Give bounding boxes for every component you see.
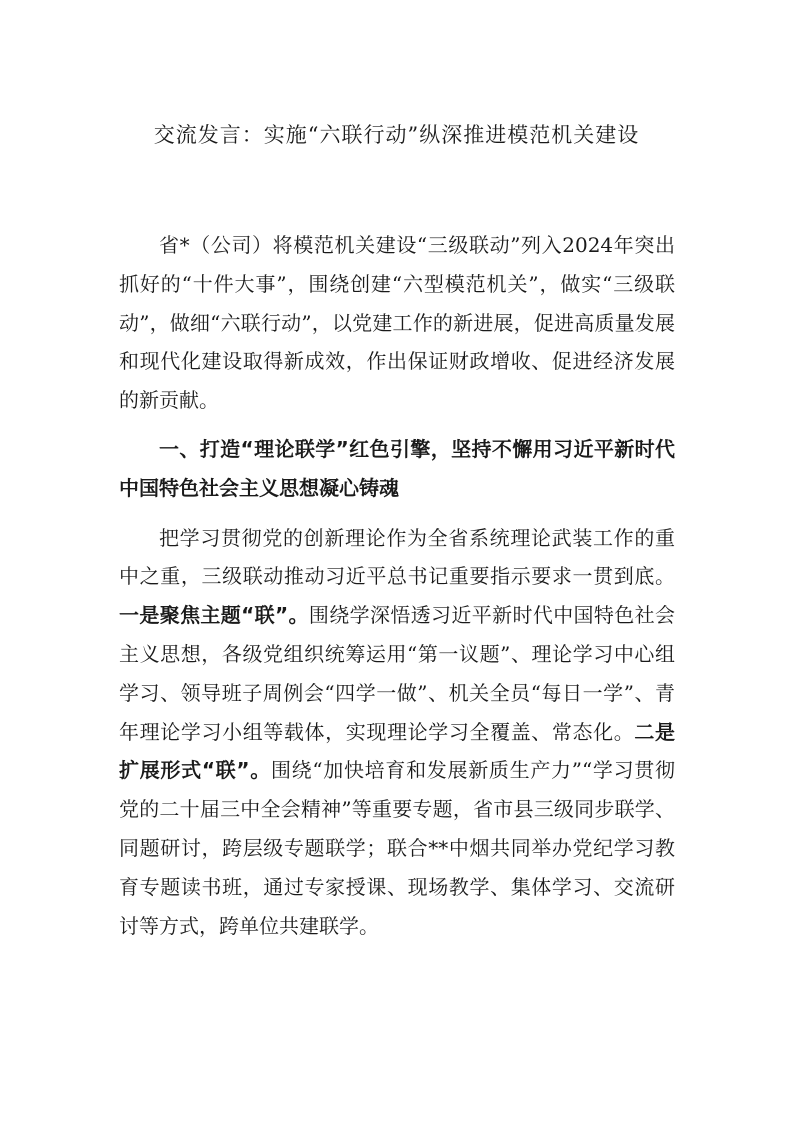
document-body xyxy=(119,226,675,945)
section-1-lead: 把学习贯彻党的创新理论作为全省系统理论武装工作的重中之重，三级联动推动习近平总书记重要指示要求一贯到底。 xyxy=(119,525,675,589)
section-1-paragraph xyxy=(119,519,675,946)
point-1-title: 一是聚焦主题“联”。 xyxy=(119,603,309,628)
intro-paragraph: 省*（公司）将模范机关建设“三级联动”列入2024年突出抓好的“十件大事”，围绕创建“六型模范机关”，做实“三级联动”，做细“六联行动”，以党建工作的新进展，促进高质量发展和现代化建设取得新成效，作出保证财政增收、促进经济发展的新贡献。 xyxy=(119,233,675,413)
section-1-heading: 一、打造“理论联学”红色引擎，坚持不懈用习近平新时代中国特色社会主义思想凝心铸魂 xyxy=(119,436,675,500)
document-title: 交流发言：实施“六联行动”纵深推进模范机关建设 xyxy=(153,123,640,147)
point-2-text: 围绕“加快培育和发展新质生产力”“学习贯彻党的二十届三中全会精神”等重要专题，省市县三级同步联学、同题研讨，跨层级专题联学；联合**中烟共同举办党纪学习教育专题读书班，通过专家授课、现场教学、集体学习、交流研讨等方式，跨单位共建联学。 xyxy=(119,758,675,938)
point-1-text: 围绕学深悟透习近平新时代中国特色社会主义思想，各级党组织统筹运用“第一议题”、理论学习中心组学习、领导班子周例会“四学一做”、机关全员“每日一学”、青年理论学习小组等载体，实现理论学习全覆盖、常态化。 xyxy=(119,603,675,744)
point-2-title: 二是扩展形式“联”。 xyxy=(119,719,676,783)
